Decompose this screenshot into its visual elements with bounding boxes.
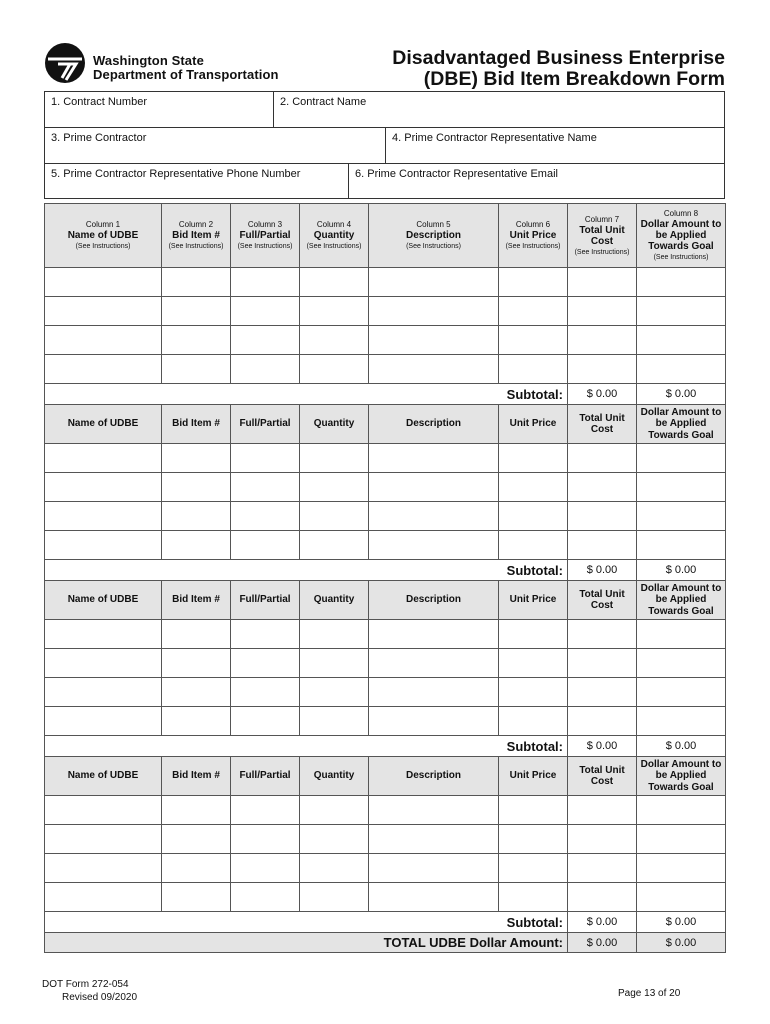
table-row [45,649,726,678]
table-cell[interactable] [637,825,726,854]
table-cell[interactable] [499,649,568,678]
column-number: Column 4 [316,220,352,229]
table-cell[interactable] [45,444,162,473]
column-header [300,204,369,268]
rep-phone-field[interactable] [45,164,348,198]
table-row [45,444,726,473]
table-cell[interactable] [231,326,300,355]
table-cell[interactable] [231,825,300,854]
table-cell[interactable] [637,883,726,912]
contract-number-label: 1. Contract Number [51,96,147,108]
subtotal-total-unit-cost: $ 0.00 [568,736,637,757]
table-cell[interactable] [231,620,300,649]
table-cell[interactable] [300,825,369,854]
column-name: Total Unit Cost [579,224,625,247]
table-row [45,268,726,297]
table-cell[interactable] [162,297,231,326]
column-note: (See Instructions) [75,243,131,250]
table-cell[interactable] [637,444,726,473]
table-cell[interactable] [162,268,231,297]
prime-contractor-field[interactable] [45,128,385,163]
table-cell[interactable] [300,854,369,883]
form-number: DOT Form 272-054 [42,979,129,990]
table-row [45,502,726,531]
column-note: (See Instructions) [406,243,461,250]
contract-number-field[interactable] [45,92,273,127]
rep-phone-label: 5. Prime Contractor Representative Phone Number [51,168,301,180]
table-cell[interactable] [499,531,568,560]
column-note: (See Instructions) [574,248,630,256]
contract-name-field[interactable] [273,92,724,127]
column-name: Unit Price [509,230,557,241]
table-cell[interactable] [45,620,162,649]
table-cell[interactable] [499,444,568,473]
revised-date: Revised 09/2020 [62,992,138,1003]
table-cell[interactable] [568,473,637,502]
table-cell[interactable] [231,796,300,825]
total-dollar-amount: $ 0.00 [637,933,726,953]
table-cell[interactable] [162,883,231,912]
table-cell[interactable] [568,297,637,326]
table-cell[interactable] [568,502,637,531]
form-title [392,48,725,90]
table-cell[interactable] [499,620,568,649]
table-cell[interactable] [369,854,499,883]
total-label: TOTAL UDBE Dollar Amount: [45,933,568,953]
table-cell[interactable] [45,796,162,825]
table-cell[interactable] [231,678,300,707]
subtotal-label: Subtotal: [45,736,568,757]
column-header: Dollar Amount to be Applied Towards Goal [637,581,726,620]
column-header [637,204,726,268]
table-cell[interactable] [300,444,369,473]
column-header: Description [369,581,499,620]
table-cell[interactable] [499,297,568,326]
table-cell[interactable] [162,854,231,883]
table-cell[interactable] [300,297,369,326]
subtotal-row [45,912,726,933]
table-cell[interactable] [568,268,637,297]
table-cell[interactable] [568,326,637,355]
form-number-block [42,978,137,1004]
bid-item-table [44,203,726,953]
header-row [45,581,726,620]
rep-name-label: 4. Prime Contractor Representative Name [392,132,597,144]
table-row [45,620,726,649]
table-row [45,473,726,502]
table-cell[interactable] [45,649,162,678]
table-cell[interactable] [568,825,637,854]
table-cell[interactable] [45,473,162,502]
table-cell[interactable] [231,502,300,531]
table-cell[interactable] [568,854,637,883]
wsdot-logo-icon [44,42,86,84]
table-cell[interactable] [369,355,499,384]
column-header: Description [369,757,499,796]
table-row [45,326,726,355]
table-cell[interactable] [162,355,231,384]
table-cell[interactable] [637,678,726,707]
total-unit-cost: $ 0.00 [568,933,637,953]
table-cell[interactable] [568,531,637,560]
subtotal-label: Subtotal: [45,384,568,405]
column-note: (See Instructions) [653,254,709,261]
table-cell[interactable] [45,502,162,531]
table-cell[interactable] [162,531,231,560]
column-header: Bid Item # [162,405,231,444]
table-cell[interactable] [300,796,369,825]
table-cell[interactable] [637,531,726,560]
table-cell[interactable] [637,854,726,883]
table-cell[interactable] [637,355,726,384]
table-cell[interactable] [499,825,568,854]
column-number: Column 6 [515,220,551,229]
table-cell[interactable] [499,883,568,912]
column-header: Dollar Amount to be Applied Towards Goal [637,757,726,796]
table-cell[interactable] [499,502,568,531]
table-cell[interactable] [300,649,369,678]
table-cell[interactable] [369,326,499,355]
column-header: Bid Item # [162,581,231,620]
table-cell[interactable] [369,531,499,560]
agency-name [93,54,279,82]
subtotal-dollar-amount: $ 0.00 [637,560,726,581]
table-cell[interactable] [369,883,499,912]
subtotal-total-unit-cost: $ 0.00 [568,912,637,933]
column-header: Total Unit Cost [568,581,637,620]
header-row [45,204,726,268]
agency-line-1: Washington State [93,53,204,68]
table-row [45,883,726,912]
column-header: Unit Price [499,405,568,444]
table-row [45,825,726,854]
table-cell[interactable] [45,883,162,912]
column-header [499,204,568,268]
table-cell[interactable] [45,825,162,854]
table-cell[interactable] [369,444,499,473]
subtotal-row [45,384,726,405]
table-cell[interactable] [231,473,300,502]
column-header [162,204,231,268]
table-cell[interactable] [499,473,568,502]
table-cell[interactable] [300,883,369,912]
table-cell[interactable] [300,326,369,355]
column-header: Unit Price [499,581,568,620]
rep-name-field[interactable] [385,128,724,163]
column-number: Column 2 [178,220,214,229]
table-cell[interactable] [637,268,726,297]
table-cell[interactable] [499,326,568,355]
table-cell[interactable] [300,473,369,502]
table-cell[interactable] [369,473,499,502]
table-cell[interactable] [45,678,162,707]
column-header: Quantity [300,757,369,796]
table-cell[interactable] [45,531,162,560]
column-number: Column 5 [416,220,451,229]
header-row [45,405,726,444]
column-header [369,204,499,268]
column-header [45,204,162,268]
table-cell[interactable] [568,678,637,707]
table-cell[interactable] [162,707,231,736]
column-header: Total Unit Cost [568,757,637,796]
subtotal-row [45,736,726,757]
column-header: Full/Partial [231,405,300,444]
table-cell[interactable] [369,825,499,854]
table-row [45,678,726,707]
table-cell[interactable] [300,531,369,560]
column-number: Column 8 [663,209,699,218]
table-cell[interactable] [231,355,300,384]
column-header: Full/Partial [231,581,300,620]
table-cell[interactable] [231,268,300,297]
table-cell[interactable] [162,620,231,649]
table-row [45,355,726,384]
table-cell[interactable] [45,707,162,736]
prime-contractor-label: 3. Prime Contractor [51,132,147,144]
table-cell[interactable] [499,707,568,736]
column-header: Name of UDBE [45,757,162,796]
table-row [45,297,726,326]
column-name: Description [405,230,461,241]
form-title-line-1: Disadvantaged Business Enterprise [392,47,725,69]
column-number: Column 3 [247,220,283,229]
table-cell[interactable] [45,355,162,384]
contract-name-label: 2. Contract Name [280,96,367,108]
table-cell[interactable] [499,678,568,707]
column-name: Bid Item # [172,230,220,241]
subtotal-total-unit-cost: $ 0.00 [568,384,637,405]
rep-email-field[interactable] [348,164,724,198]
column-header: Full/Partial [231,757,300,796]
table-cell[interactable] [637,649,726,678]
table-cell[interactable] [162,502,231,531]
column-header: Quantity [300,581,369,620]
column-note: (See Instructions) [505,243,561,250]
table-cell[interactable] [369,649,499,678]
table-cell[interactable] [637,473,726,502]
table-cell[interactable] [162,649,231,678]
table-cell[interactable] [162,678,231,707]
subtotal-row [45,560,726,581]
column-header [568,204,637,268]
table-cell[interactable] [499,355,568,384]
table-cell[interactable] [45,854,162,883]
table-cell[interactable] [231,707,300,736]
agency-line-2: Department of Transportation [93,67,279,82]
column-header: Total Unit Cost [568,405,637,444]
column-number: Column 7 [584,214,620,224]
table-cell[interactable] [231,444,300,473]
column-name: Quantity [313,230,355,241]
table-cell[interactable] [568,883,637,912]
column-header: Quantity [300,405,369,444]
table-cell[interactable] [369,796,499,825]
table-cell[interactable] [369,707,499,736]
table-cell[interactable] [568,796,637,825]
table-cell[interactable] [45,268,162,297]
column-header: Description [369,405,499,444]
subtotal-total-unit-cost: $ 0.00 [568,560,637,581]
subtotal-label: Subtotal: [45,912,568,933]
column-header [231,204,300,268]
column-header: Name of UDBE [45,405,162,444]
total-row [45,933,726,953]
table-cell[interactable] [231,531,300,560]
table-cell[interactable] [568,355,637,384]
contract-info-section [44,91,725,199]
table-cell[interactable] [300,707,369,736]
table-cell[interactable] [162,473,231,502]
table-cell[interactable] [499,268,568,297]
table-cell[interactable] [45,326,162,355]
table-cell[interactable] [231,297,300,326]
table-cell[interactable] [568,620,637,649]
table-cell[interactable] [300,502,369,531]
rep-email-label: 6. Prime Contractor Representative Email [355,168,558,180]
table-cell[interactable] [637,502,726,531]
subtotal-dollar-amount: $ 0.00 [637,384,726,405]
column-number: Column 1 [85,220,121,229]
column-name: Full/Partial [239,230,291,241]
table-cell[interactable] [637,297,726,326]
table-cell[interactable] [568,707,637,736]
table-cell[interactable] [499,796,568,825]
table-cell[interactable] [499,854,568,883]
table-cell[interactable] [369,502,499,531]
subtotal-dollar-amount: $ 0.00 [637,912,726,933]
table-cell[interactable] [300,268,369,297]
table-cell[interactable] [162,796,231,825]
table-row [45,854,726,883]
header-row [45,757,726,796]
table-cell[interactable] [300,678,369,707]
column-note: (See Instructions) [237,243,293,250]
column-header: Bid Item # [162,757,231,796]
table-cell[interactable] [231,649,300,678]
column-header: Unit Price [499,757,568,796]
form-title-line-2: (DBE) Bid Item Breakdown Form [423,68,725,90]
table-cell[interactable] [637,620,726,649]
subtotal-dollar-amount: $ 0.00 [637,736,726,757]
table-cell[interactable] [369,268,499,297]
table-cell[interactable] [231,883,300,912]
column-name: Name of UDBE [67,230,139,241]
table-cell[interactable] [568,649,637,678]
table-cell[interactable] [637,326,726,355]
table-cell[interactable] [45,297,162,326]
table-cell[interactable] [231,854,300,883]
subtotal-label: Subtotal: [45,560,568,581]
column-note: (See Instructions) [306,243,362,250]
table-cell[interactable] [300,620,369,649]
table-cell[interactable] [369,678,499,707]
table-row [45,707,726,736]
table-cell[interactable] [369,297,499,326]
table-cell[interactable] [568,444,637,473]
column-note: (See Instructions) [168,243,224,250]
table-cell[interactable] [637,796,726,825]
column-name: Dollar Amount to be Applied Towards Goal [640,219,722,252]
table-row [45,531,726,560]
column-header: Dollar Amount to be Applied Towards Goal [637,405,726,444]
table-row [45,796,726,825]
table-cell[interactable] [162,444,231,473]
column-header: Name of UDBE [45,581,162,620]
page-number: Page 13 of 20 [618,988,681,999]
table-cell[interactable] [162,825,231,854]
table-cell[interactable] [637,707,726,736]
table-cell[interactable] [162,326,231,355]
table-cell[interactable] [369,620,499,649]
table-cell[interactable] [300,355,369,384]
